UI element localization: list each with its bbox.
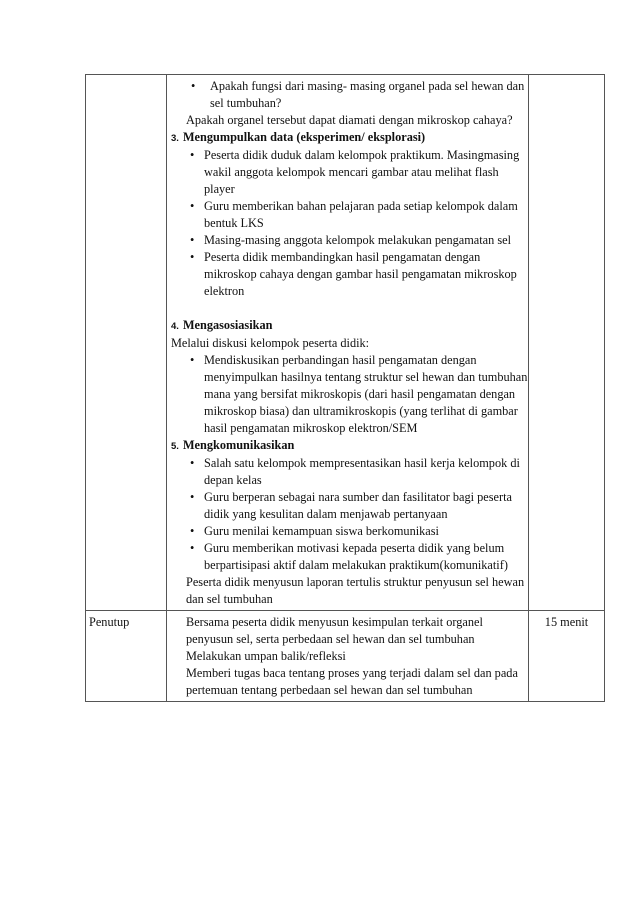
step-5-closing: Peserta didik menyusun laporan tertulis struktur penyusun sel hewan dan sel tumbuhan (186, 575, 525, 606)
list-item: • Peserta didik duduk dalam kelompok praktikum. Masingmasing wakil anggota kelompok mencari gambar atau melihat flash player (171, 147, 528, 198)
list-item: • Mendiskusikan perbandingan hasil pengamatan dengan menyimpulkan hasilnya tentang struktur sel hewan dan tumbuhan mana yang bersifat mikroskopis (dari hasil pengamatan dengan mikroskop biasa) dan ultramikroskopis (yang terlihat di gambar hasil pengamatan mikroskop elektron/SEM (171, 352, 528, 437)
list-item: • Guru menilai kemampuan siswa berkomunikasi (171, 523, 528, 540)
closing-activity-cell (167, 611, 529, 702)
lesson-plan-table (85, 74, 605, 702)
question-plain: Apakah organel tersebut dapat diamati dengan mikroskop cahaya? (186, 113, 513, 127)
duration-cell-empty (529, 75, 605, 611)
question-item: • Apakah fungsi dari masing- masing organel pada sel hewan dan sel tumbuhan? (171, 78, 528, 112)
core-activity-row (86, 75, 605, 611)
step-3-list (171, 147, 528, 300)
list-item: • Salah satu kelompok mempresentasikan hasil kerja kelompok di depan kelas (171, 455, 528, 489)
list-item: • Guru memberikan motivasi kepada peserta didik yang belum berpartisipasi aktif dalam melakukan praktikum(komunikatif) (171, 540, 528, 574)
step-3-heading: 3. Mengumpulkan data (eksperimen/ eksplorasi) (171, 130, 426, 144)
list-item: • Peserta didik membandingkan hasil pengamatan dengan mikroskop cahaya dengan gambar hasil pengamatan mikroskop elektron (171, 249, 528, 300)
duration-label: 15 menit (544, 615, 589, 629)
duration-cell (529, 611, 605, 702)
step-4-heading: 4. Mengasosiasikan (171, 318, 273, 332)
phase-cell-empty (86, 75, 167, 611)
step-5-heading: 5. Mengkomunikasikan (171, 438, 295, 452)
list-item: • Guru memberikan bahan pelajaran pada setiap kelompok dalam bentuk LKS (171, 198, 528, 232)
step-5-list (171, 455, 528, 574)
step-4-intro: Melalui diskusi kelompok peserta didik: (171, 336, 370, 350)
list-item: • Masing-masing anggota kelompok melakukan pengamatan sel (171, 232, 528, 249)
closing-row (86, 611, 605, 702)
phase-cell (86, 611, 167, 702)
phase-label: Penutup (89, 615, 130, 629)
question-list (171, 78, 528, 112)
closing-paragraph: Bersama peserta didik menyusun kesimpulan terkait organel penyusun sel, serta perbedaan sel hewan dan sel tumbuhan (186, 615, 483, 646)
spacer (171, 300, 528, 317)
step-4-list (171, 352, 528, 437)
closing-paragraph: Memberi tugas baca tentang proses yang terjadi dalam sel dan pada pertemuan tentang perbedaan sel hewan dan sel tumbuhan (186, 666, 518, 697)
activity-cell (167, 75, 529, 611)
closing-paragraph: Melakukan umpan balik/refleksi (186, 649, 346, 663)
list-item: • Guru berperan sebagai nara sumber dan fasilitator bagi peserta didik yang kesulitan dalam menjawab pertanyaan (171, 489, 528, 523)
